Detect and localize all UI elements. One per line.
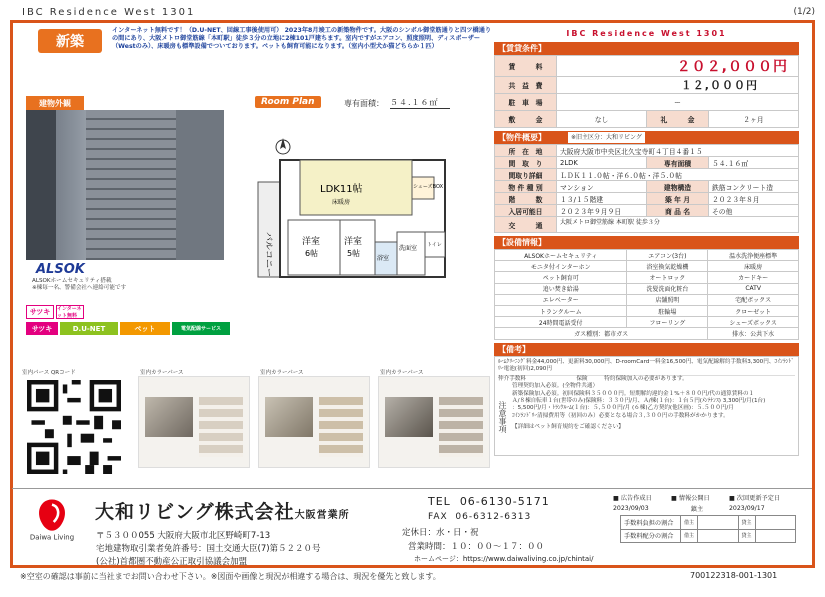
company-name xyxy=(95,497,350,524)
section-overview xyxy=(494,131,799,144)
equip-item: 温水洗浄便座標準 xyxy=(708,250,799,261)
ov-key2: 商 品 名 xyxy=(647,205,709,217)
remarks-line: ｺｲﾝﾗﾝﾄﾞﾘｰ清掃費用等（初回のみ）必要となる場合３,３００円の手数料がかかります。 xyxy=(512,412,729,419)
alsok-caption-2: ※棟毎一名、警備会社へ連絡可能です xyxy=(32,285,127,291)
dates-table xyxy=(610,492,800,514)
ov-value: １３/１５階建 xyxy=(557,193,647,205)
holiday-value: 水・日・祝 xyxy=(436,528,479,538)
equip-item: 浴室換気乾燥機 xyxy=(627,261,708,272)
wash-label: 洗面室 xyxy=(399,245,418,252)
ov-key: 交 通 xyxy=(495,217,557,233)
equip-item: 床暖房 xyxy=(708,261,799,272)
alsok-caption xyxy=(32,278,126,292)
tel-label: TEL xyxy=(428,495,451,508)
equip-item: 洗髪洗面化粧台 xyxy=(627,283,708,294)
thumb-label-2: 室内カラーパース xyxy=(260,370,304,376)
fee-head: 貸主 xyxy=(738,516,755,530)
dunet-badge: D.U-NET xyxy=(60,322,118,335)
color-perspective-2 xyxy=(258,376,370,468)
ov-value: 大阪メトロ御堂筋線 本町駅 徒歩３分 xyxy=(557,217,799,233)
thumb-label-1: 室内カラーパース xyxy=(140,370,184,376)
fee-head: 借主 xyxy=(681,516,698,530)
parking-label: 駐 車 場 xyxy=(495,94,557,111)
hp-label: ホームページ： xyxy=(414,555,463,563)
qr-code[interactable] xyxy=(22,380,126,474)
overview-title: 【物件概要】 xyxy=(498,133,546,142)
pet-badge: ペット xyxy=(120,322,170,335)
equip-item: ガス種別：都市ガス xyxy=(495,328,708,339)
ov-value2: その他 xyxy=(709,205,799,217)
license: 宅地建物取引業者免許番号：国土交通大臣(7)第５２２０号 xyxy=(96,544,321,554)
ov-key: 階 数 xyxy=(495,193,557,205)
branch-name: 大阪営業所 xyxy=(294,510,350,521)
fax-label: FAX xyxy=(428,512,448,522)
equipment-table xyxy=(494,249,799,340)
ov-key: 入居可能日 xyxy=(495,205,557,217)
ov-value: ＬＤＫ１１.０帖・洋６.０帖・洋５.０帖 xyxy=(557,169,799,181)
equip-item: カードキー xyxy=(708,272,799,283)
rent-label: 賃 料 xyxy=(495,56,557,77)
equip-item: エアコン(3台) xyxy=(627,250,708,261)
header-title: IBC Residence West 1301 xyxy=(22,7,196,18)
remarks-line: 【詳細はペット飼育規約をご確認ください】 xyxy=(512,423,624,430)
fee-head: 借主 xyxy=(681,529,698,543)
equip-item: モニタ付インターホン xyxy=(495,261,627,272)
ov-value: 大阪府大阪市中央区北久宝寺町４丁目４番１５ xyxy=(557,145,799,157)
info-panel xyxy=(494,29,799,456)
homepage xyxy=(414,554,593,564)
equip-item: 駐輪場 xyxy=(627,305,708,316)
overview-table xyxy=(494,144,799,233)
satsuki-badge: サツキ xyxy=(26,305,54,319)
footer-divider xyxy=(12,488,812,489)
remarks-line: 仲介手数料 保険 特約保険加入の必要があります。 xyxy=(498,375,795,383)
fee-head: 貸主 xyxy=(738,529,755,543)
photo-label: 建物外観 xyxy=(26,96,84,110)
ov-key2: 建物構造 xyxy=(647,181,709,193)
wc-label: トイレ xyxy=(427,242,442,248)
remarks-line: 管理契約加入必須。(全物件共通） xyxy=(512,383,599,390)
date-label: ■ 広告作成日 xyxy=(613,495,652,502)
color-perspective-3 xyxy=(378,376,490,468)
remarks-line: 新築保険加入必須。初回保険料３５０００円。短期解約違約金１%＋８００円/代の通算賃料の１ xyxy=(512,390,755,397)
logo-text: Daiwa Living xyxy=(29,533,75,542)
date-value: 2023/09/17 xyxy=(728,505,765,512)
electric-badge: 電気配線サービス xyxy=(172,322,230,335)
remarks-line: Ａ/８棟自転車１台(世帯のみ)保険料：３３０円/月、Ａ/棟(１台)：１台５円(ﾒﾝﾃﾅﾝｽ) 3,300円/月(1台) xyxy=(512,397,766,404)
equip-item: シューズボックス xyxy=(708,317,799,328)
key-money-label: 礼 金 xyxy=(647,111,709,128)
ov-key: 間取り詳細 xyxy=(495,169,557,181)
color-perspective-1 xyxy=(138,376,250,468)
remarks-line: ﾙｰﾑｸﾘｰﾆﾝｸﾞ料金44,000円、更新料30,000円、D-roomCard一料金16,500円、電気配線解約手数料3,300円、ｺｲﾝﾗﾝﾄﾞﾘｰ電池(初回)2,090円 xyxy=(498,358,795,372)
building-photo xyxy=(26,110,224,260)
qr-label: 室内パース QRコード xyxy=(22,370,76,376)
equip-item: オートロック xyxy=(627,272,708,283)
equip-item: 排水：公共下水 xyxy=(708,328,799,339)
ov-key2: 専有面積 xyxy=(647,157,709,169)
deposit-label: 敷 金 xyxy=(495,111,557,128)
hours-value: １０：００～１７：００ xyxy=(450,542,545,552)
remarks-box xyxy=(494,356,799,456)
floor-plan xyxy=(250,132,480,280)
fee-share-table xyxy=(620,515,796,543)
key-money-value: ２ヶ月 xyxy=(709,111,799,128)
association: (公社)首都圏不動産公正取引協議会加盟 xyxy=(96,557,248,567)
deposit-value: なし xyxy=(557,111,647,128)
thumb-label-3: 室内カラーパース xyxy=(380,370,424,376)
panel-title: IBC Residence West 1301 xyxy=(566,29,727,38)
equip-item: 宅配ボックス xyxy=(708,294,799,305)
kanri-value: １２,０００円 xyxy=(557,77,799,94)
balcony-label: バルコニー xyxy=(263,232,273,278)
equip-item: 24時間電話受付 xyxy=(495,317,627,328)
tel xyxy=(428,495,550,508)
date-value: 2023/09/03 xyxy=(613,505,649,512)
room1-size: 6帖 xyxy=(305,249,319,258)
equip-item: ペット飼育可 xyxy=(495,272,627,283)
room-plan-tag: Room Plan xyxy=(255,96,321,108)
section-equip: 【設備情報】 xyxy=(494,236,799,249)
service-badges xyxy=(26,305,236,337)
ov-key: 物 件 種 別 xyxy=(495,181,557,193)
company-name-text: 大和リビング株式会社 xyxy=(95,501,295,523)
fax xyxy=(428,512,531,522)
bath-label: 浴室 xyxy=(377,255,390,262)
parking-value: ー xyxy=(557,94,799,111)
sakura-badge: サツキ xyxy=(26,322,58,335)
ov-value2: 鉄筋コンクリート造 xyxy=(709,181,799,193)
equip-item: エレベーター xyxy=(495,294,627,305)
daiwa-living-logo xyxy=(26,496,78,548)
remarks-line: ：5,500円/月・ﾄﾗﾝｸﾙｰﾑ(１台)：５,５００円/月 (６棟)乙方契約(他区画)：５.５００円/月 xyxy=(512,405,734,412)
hp-link[interactable]: https://www.daiwaliving.co.jp/chintai/ xyxy=(462,555,594,563)
date-label: ■ 次回更新予定日 xyxy=(728,495,781,502)
fee-row-label: 手数料配分の割合 xyxy=(621,529,681,543)
section-remarks: 【備考】 xyxy=(494,343,799,356)
terms-table xyxy=(494,55,799,128)
date-label: ■ 情報公開日 xyxy=(670,495,710,502)
caution-label: 注意事項 xyxy=(498,400,507,433)
alsok-caption-1: ALSOKホームセキュリティ搭載 xyxy=(32,278,112,284)
new-badge: 新築 xyxy=(38,29,102,53)
shoes-label: シューズBOX xyxy=(413,184,444,190)
equip-item: 店舗照明 xyxy=(627,294,708,305)
fee-row-label: 手数料負担の割合 xyxy=(621,516,681,530)
equip-item: トランクルーム xyxy=(495,305,627,316)
hours-label: 営業時間： xyxy=(408,542,451,552)
alsok-logo: ALSOK xyxy=(36,262,85,277)
equip-item: クローゼット xyxy=(708,305,799,316)
ov-key: 所 在 地 xyxy=(495,145,557,157)
equip-item: ALSOKホームセキュリティ xyxy=(495,250,627,261)
page-number: (1/2) xyxy=(793,7,815,17)
equip-item: フローリング xyxy=(627,317,708,328)
ov-value2: ２０２３年８月 xyxy=(709,193,799,205)
business-hours xyxy=(408,540,544,552)
equip-item: 追い焚き給湯 xyxy=(495,283,627,294)
ov-value: ２０２３年９月９日 xyxy=(557,205,647,217)
holidays xyxy=(402,526,479,538)
internet-badge: インターネット無料 xyxy=(56,305,84,319)
tel-number[interactable]: 06-6130-5171 xyxy=(459,495,550,508)
fax-number: 06-6312-6313 xyxy=(455,512,532,522)
date-value: 鎮主 xyxy=(690,506,704,513)
ov-value: マンション xyxy=(557,181,647,193)
address: 〒５３００055 大阪府大阪市北区野崎町7-13 xyxy=(96,531,271,541)
overview-note: ※旧主区分：大和リビング xyxy=(568,132,645,143)
ov-key2: 築 年 月 xyxy=(647,193,709,205)
ldk-label: LDK11帖 xyxy=(320,184,363,195)
property-id: 700122318-001-1301 xyxy=(690,571,778,580)
rent-value: ２０２,０００円 xyxy=(557,56,799,77)
floor-heat-label: 床暖房 xyxy=(332,199,351,206)
ov-key: 間 取 り xyxy=(495,157,557,169)
kanri-label: 共 益 費 xyxy=(495,77,557,94)
holiday-label: 定休日： xyxy=(402,528,437,538)
room2-size: 5帖 xyxy=(347,249,361,258)
section-terms: 【賃貸条件】 xyxy=(494,42,799,55)
room2-label: 洋室 xyxy=(344,237,363,247)
room1-label: 洋室 xyxy=(302,237,321,247)
equip-item: CATV xyxy=(708,283,799,294)
area-label: 専有面積： xyxy=(344,99,384,108)
ov-value: 2LDK xyxy=(557,157,647,169)
ov-value2: ５４.１６㎡ xyxy=(709,157,799,169)
compass-icon xyxy=(276,138,290,154)
area-value: ５４.１６㎡ xyxy=(390,97,450,109)
property-description: インターネット無料です！（D.U-NET、回線工事後使用可） 2023年8月竣工の新築物件です。大阪のシンボル御堂筋通りと四ツ橋通りの間にあり、大阪メトロ御堂筋線「本町駅」徒歩３分の立地に2棟101戸建ちます。室内ですがエアコン、照度照明、ディスポーザー（Westのみ）、床暖房も標準設備でついております。ペットも飼育可能になります。（室内小型犬か猫どちらか１匹） xyxy=(112,27,492,51)
bottom-note: ※空室の確認は事前に当社までお問い合わせ下さい。※図面や画像と現況が相違する場合は、現況を優先と致します。 xyxy=(20,572,441,581)
